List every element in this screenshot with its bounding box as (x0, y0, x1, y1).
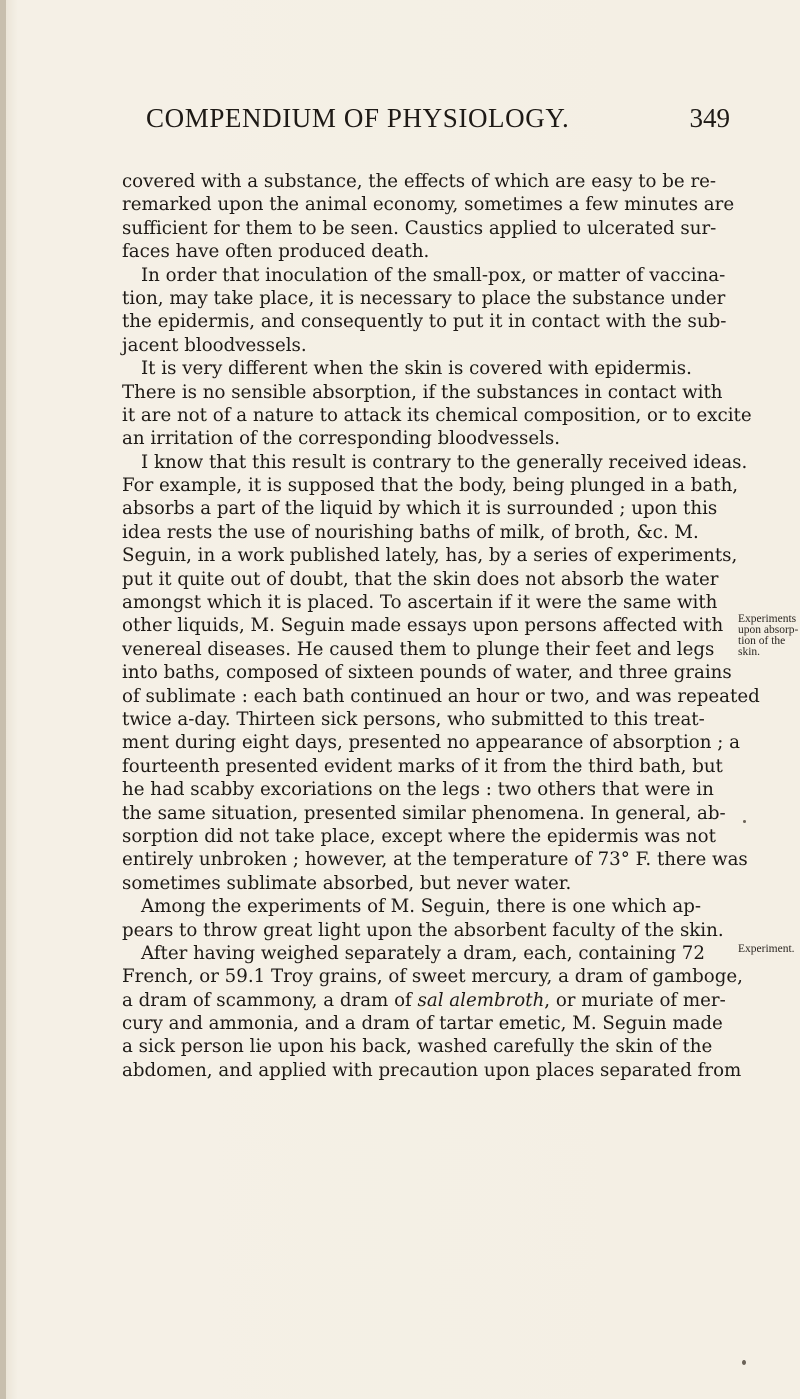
text-line: sufficient for them to be seen. Caustics applied to ulcerated sur- (122, 217, 717, 239)
paragraph-start-line: In order that inoculation of the small-pox, or matter of vaccina- (141, 264, 726, 286)
text-line: into baths, composed of sixteen pounds of water, and three grains (122, 662, 732, 684)
text-line: the same situation, presented similar phenomena. In general, ab- (122, 802, 726, 824)
running-title: COMPENDIUM OF PHYSIOLOGY. (146, 103, 570, 133)
text-line: ment during eight days, presented no appearance of absorption ; a (122, 732, 740, 754)
ink-speck (743, 820, 746, 823)
text-line: sometimes sublimate absorbed, but never water. (122, 872, 572, 894)
text-line: sorption did not take place, except where the epidermis was not (122, 825, 716, 847)
text-line: amongst which it is placed. To ascertain if it were the same with (122, 592, 718, 614)
text-segment: , or muriate of mer- (544, 989, 726, 1011)
text-line: absorbs a part of the liquid by which it is surrounded ; upon this (122, 498, 718, 520)
text-line: cury and ammonia, and a dram of tartar emetic, M. Seguin made (122, 1013, 723, 1035)
text-line: covered with a substance, the effects of which are easy to be re- (122, 171, 717, 192)
text-line: it are not of a nature to attack its chemical composition, or to excite (122, 404, 752, 426)
margin-note-experiment (738, 944, 795, 955)
body-text (122, 170, 760, 1082)
text-line: put it quite out of doubt, that the skin does not absorb the water (122, 568, 719, 590)
paragraph-start-line: I know that this result is contrary to the generally received ideas. (141, 451, 748, 473)
text-line: other liquids, M. Seguin made essays upon persons affected with (122, 615, 724, 637)
text-line: remarked upon the animal economy, sometimes a few minutes are (122, 194, 735, 216)
margin-note-line: tion of the (738, 635, 786, 647)
text-segment: a dram of scammony, a dram of (122, 989, 418, 1011)
margin-note-line: Experiments (738, 613, 797, 625)
text-line: the epidermis, and consequently to put it in contact with the sub- (122, 311, 727, 333)
text-line: entirely unbroken ; however, at the temperature of 73° F. there was (122, 849, 748, 871)
page-number: 349 (689, 103, 730, 133)
text-line: fourteenth presented evident marks of it from the third bath, but (122, 755, 723, 777)
text-line: idea rests the use of nourishing baths of milk, of broth, &c. M. (122, 521, 699, 543)
paragraph-start-line: It is very different when the skin is covered with epidermis. (141, 358, 692, 380)
margin-note-experiments-absorption (738, 614, 798, 658)
margin-note-line: skin. (738, 646, 761, 658)
paragraph-start-line: Among the experiments of M. Seguin, there is one which ap- (141, 896, 702, 918)
text-line: pears to throw great light upon the absorbent faculty of the skin. (122, 919, 724, 941)
paragraph-start-line: After having weighed separately a dram, each, containing 72 (141, 942, 705, 964)
italic-term: sal alembroth (417, 989, 545, 1011)
text-line: faces have often produced death. (122, 241, 430, 263)
margin-note-line: upon absorp- (738, 624, 799, 636)
text-line: twice a-day. Thirteen sick persons, who submitted to this treat- (122, 708, 705, 730)
text-line-with-italic (122, 989, 732, 1012)
text-line: he had scabby excoriations on the legs : two others that were in (122, 779, 714, 801)
binding-edge (0, 0, 6, 1399)
text-line: French, or 59.1 Troy grains, of sweet mercury, a dram of gamboge, (122, 966, 743, 988)
text-line: abdomen, and applied with precaution upon places separated from (122, 1059, 742, 1081)
text-line: For example, it is supposed that the body, being plunged in a bath, (122, 475, 739, 497)
text-line: Seguin, in a work published lately, has, by a series of experiments, (122, 545, 738, 567)
text-line: jacent bloodvessels. (122, 334, 307, 356)
text-line: an irritation of the corresponding bloodvessels. (122, 428, 561, 450)
text-line: venereal diseases. He caused them to plunge their feet and legs (122, 638, 715, 660)
text-line: tion, may take place, it is necessary to place the substance under (122, 287, 726, 309)
text-line: There is no sensible absorption, if the substances in contact with (122, 381, 723, 403)
running-head (146, 103, 730, 143)
ink-speck (742, 1360, 746, 1365)
text-line: of sublimate : each bath continued an hour or two, and was repeated (122, 685, 760, 707)
text-line: a sick person lie upon his back, washed carefully the skin of the (122, 1036, 713, 1058)
margin-note-line: Experiment. (738, 943, 795, 955)
